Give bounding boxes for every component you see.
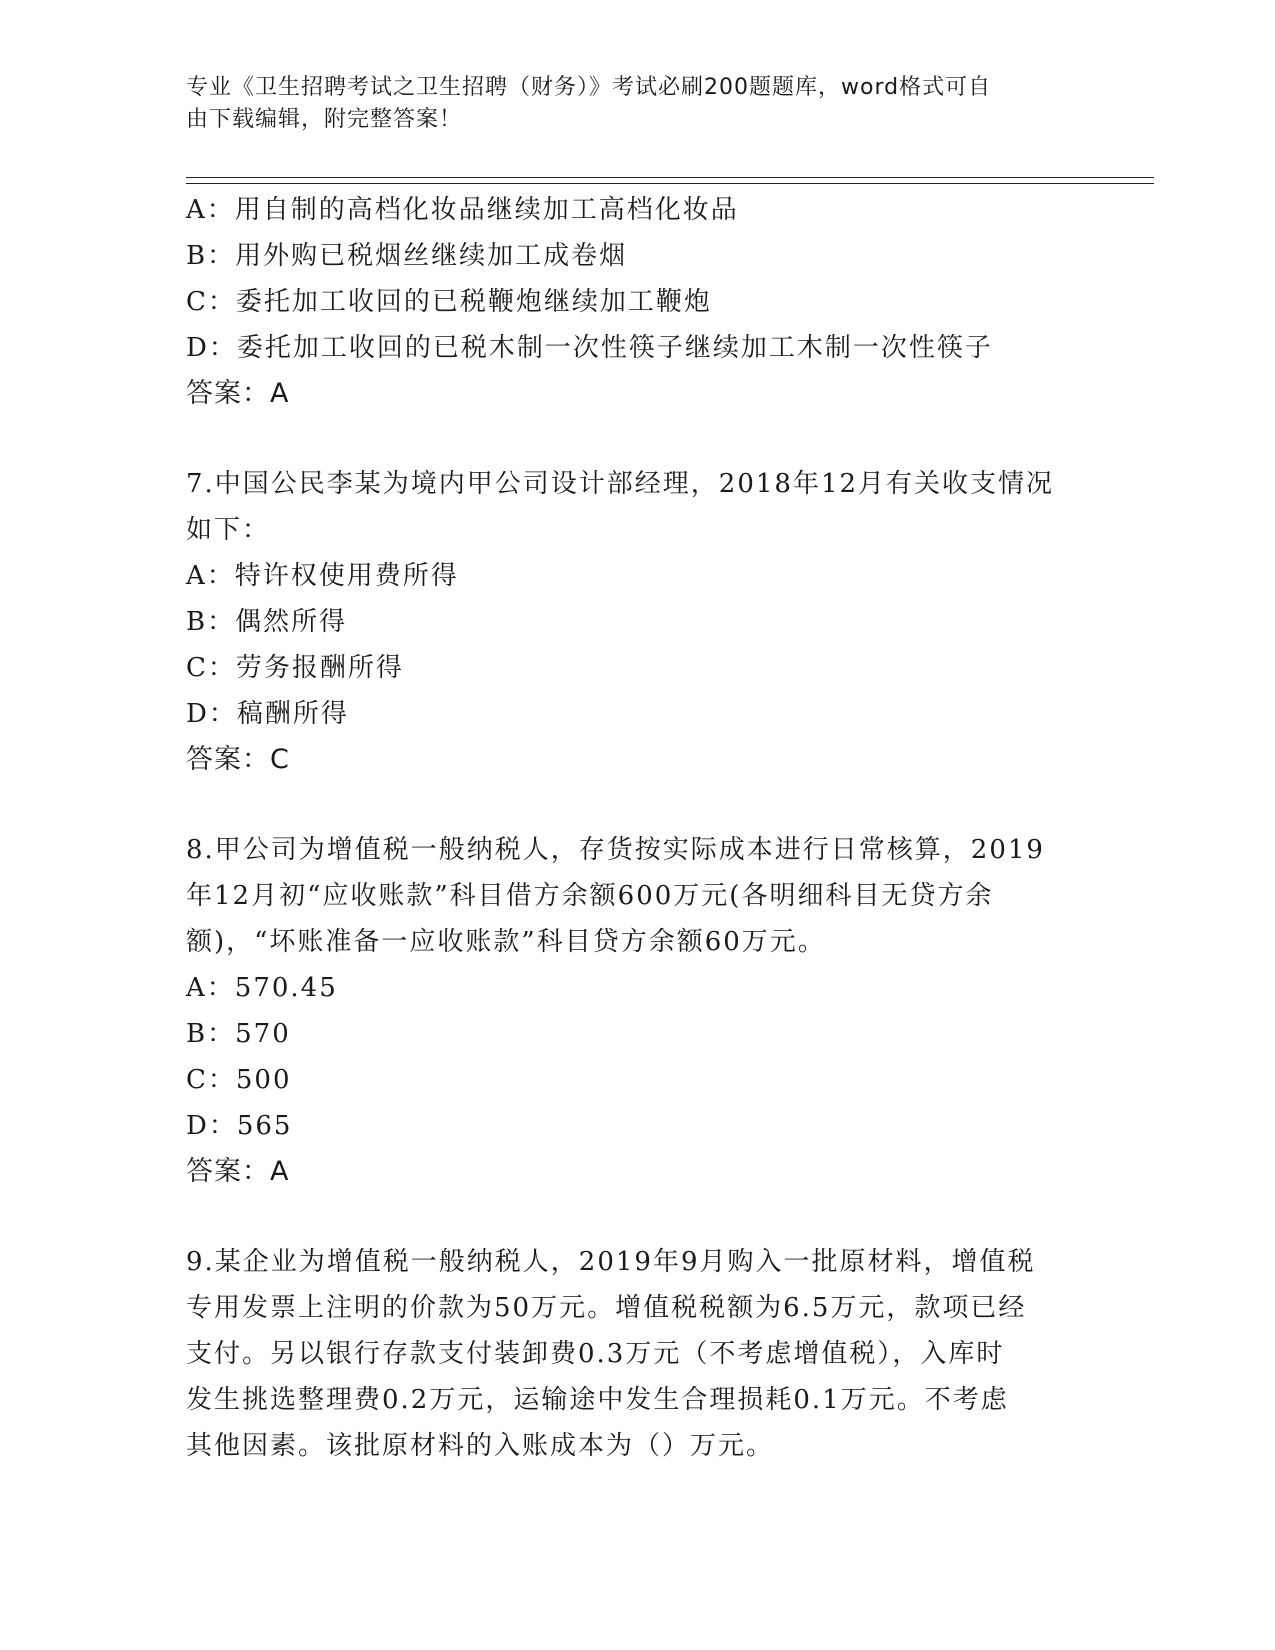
question-stem-line: 发生挑选整理费0.2万元，运输途中发生合理损耗0.1万元。不考虑: [186, 1385, 1009, 1415]
question-stem-line: 9.某企业为增值税一般纳税人，2019年9月购入一批原材料，增值税: [186, 1247, 1036, 1277]
question-stem-line: 支付。另以银行存款支付装卸费0.3万元（不考虑增值税），入库时: [186, 1339, 1005, 1369]
answer-line: 答案：A: [186, 378, 290, 409]
question-stem-line: 年12月初“应收账款”科目借方余额600万元(各明细科目无贷方余: [186, 881, 994, 911]
header-line: 由下载编辑，附完整答案！: [186, 107, 463, 132]
question-stem-line: 额)，“坏账准备一应收账款”科目贷方余额60万元。: [186, 927, 826, 957]
header-divider: [186, 183, 1154, 184]
question-6: [186, 187, 1086, 417]
header-divider: [186, 177, 1154, 178]
option-d: D：委托加工收回的已税木制一次性筷子继续加工木制一次性筷子: [186, 333, 993, 363]
option-d: D：565: [186, 1111, 293, 1141]
spacer: [186, 417, 1086, 461]
option-d: D：稿酬所得: [186, 699, 349, 729]
option-c: C：500: [186, 1065, 292, 1095]
question-list: [186, 187, 1086, 1469]
answer-line: 答案：C: [186, 744, 290, 775]
option-c: C：委托加工收回的已税鞭炮继续加工鞭炮: [186, 287, 712, 317]
document-header: [186, 72, 1066, 136]
option-c: C：劳务报酬所得: [186, 653, 404, 683]
spacer: [186, 783, 1086, 827]
question-stem-line: 7.中国公民李某为境内甲公司设计部经理，2018年12月有关收支情况: [186, 469, 1055, 499]
option-b: B：570: [186, 1019, 291, 1049]
option-b: B：用外购已税烟丝继续加工成卷烟: [186, 241, 628, 271]
option-b: B：偶然所得: [186, 607, 348, 637]
question-stem-line: 其他因素。该批原材料的入账成本为（）万元。: [186, 1431, 775, 1461]
question-stem-line: 8.甲公司为增值税一般纳税人，存货按实际成本进行日常核算，2019: [186, 835, 1045, 865]
option-a: A：特许权使用费所得: [186, 561, 459, 591]
spacer: [186, 1195, 1086, 1239]
option-a: A：570.45: [186, 973, 338, 1003]
question-7: [186, 461, 1086, 783]
question-stem-line: 如下：: [186, 515, 271, 545]
header-line: 专业《卫生招聘考试之卫生招聘（财务）》考试必刷200题题库，word格式可自: [186, 75, 992, 100]
question-9: [186, 1239, 1086, 1469]
question-stem-line: 专用发票上注明的价款为50万元。增值税税额为6.5万元，款项已经: [186, 1293, 1027, 1323]
question-8: [186, 827, 1086, 1195]
answer-line: 答案：A: [186, 1156, 290, 1187]
option-a: A：用自制的高档化妆品继续加工高档化妆品: [186, 195, 739, 225]
